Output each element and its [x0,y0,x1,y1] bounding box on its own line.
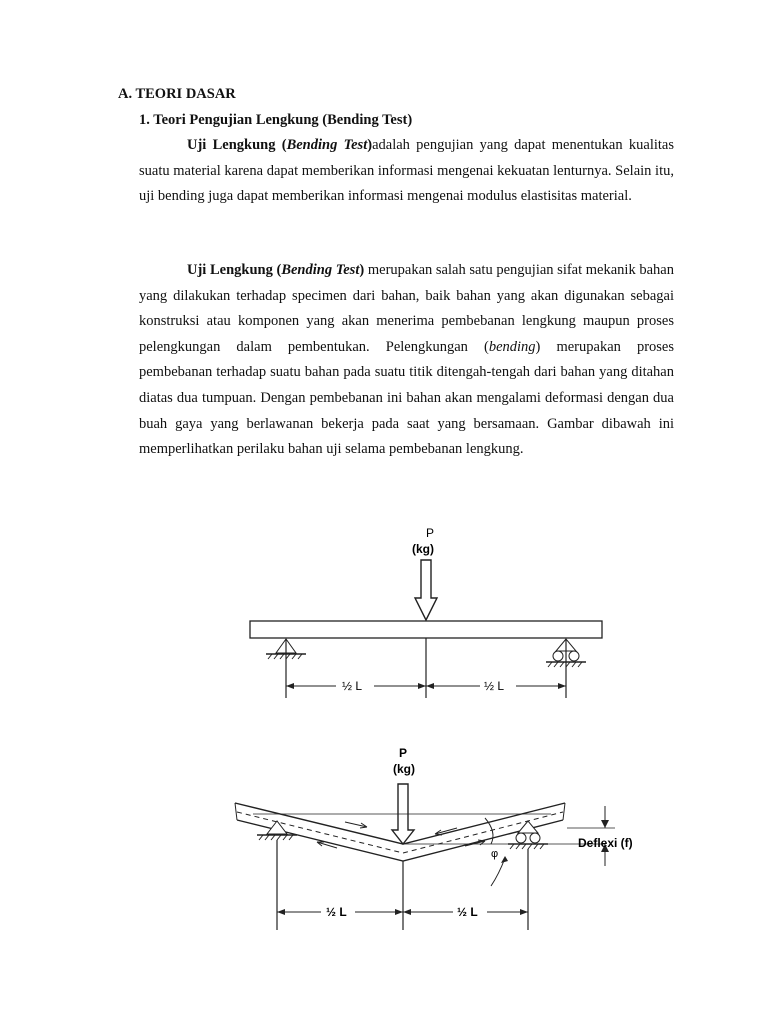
paragraph-text-b: ) merupakan proses pembebanan terhadap suatu bahan pada suatu titik ditengah-tengah dari bahan yang ditahan diatas dua tumpuan. Dengan pembebanan ini bahan akan mengalami deformasi dengan dua buah gaya yang berlawanan bekerja pada saat yang bersamaan. Gambar dibawah ini memperlihatkan perilaku bahan uji selama pembebanan lengkung. [139,338,675,458]
half-span-right: ½ L [457,905,478,919]
paragraph-text-a: merupakan salah satu pengujian sifat mekanik bahan yang dilakukan terhadap specimen dari bahan, baik bahan yang akan digunakan sebagai konstruksi atau komponen yang akan menerima pembebanan lengkung maupun proses pelengkungan dalam pembentukan. Pelengkungan ( [139,262,674,355]
pin-support-icon [257,821,297,930]
term-close: ) [359,262,365,278]
roller-support-icon [508,821,548,930]
paragraph-text: adalah pengujian yang dapat menentukan kualitas suatu material karena dapat memberikan informasi mengenai kekuatan lenturnya. Selain itu, uji bending juga dapat memberikan informasi mengenai modulus elastisitas material. [139,137,674,205]
load-label: P [426,526,435,540]
unit-label: (kg) [393,762,415,776]
half-span-right: ½ L [484,679,505,693]
term-close: ) [367,137,373,153]
section-heading: A. TEORI DASAR [118,86,236,102]
term-italic: Bending Test [281,262,360,278]
paragraph-definition [139,133,674,210]
subsection-heading: 1. Teori Pengujian Lengkung (Bending Test) [139,112,413,128]
term-bold: Uji Lengkung ( [187,262,282,278]
term-italic: Bending Test [286,137,368,153]
angle-label: φ [491,848,499,860]
deflection-label: Deflexi (f) [578,836,633,850]
unit-label: (kg) [412,542,434,556]
paragraph-explanation [139,258,674,463]
figure-beam-unloaded [240,520,620,710]
half-span-left: ½ L [342,679,363,693]
roller-support-icon [546,639,586,698]
term-bold: Uji Lengkung ( [187,137,287,153]
italic-word: bending [488,338,536,355]
load-arrow-icon [415,560,437,620]
beam [250,621,602,638]
figure-beam-deflected [195,740,655,940]
load-label: P [399,746,408,760]
pin-support-icon [266,639,306,698]
half-span-left: ½ L [326,905,347,919]
